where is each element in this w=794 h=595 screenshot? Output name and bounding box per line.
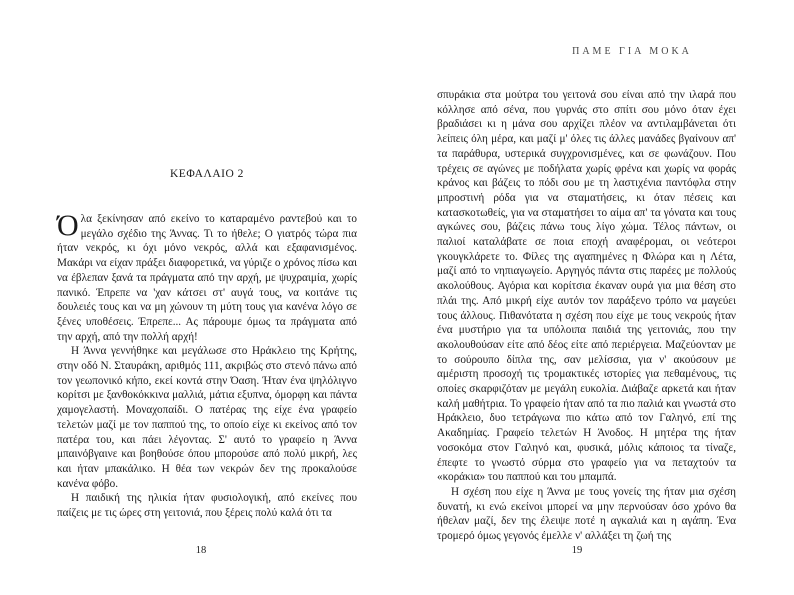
paragraph-1-text: λα ξεκίνησαν από εκείνο το καταραμένο ραντεβού και το μεγάλο σχέδιο της Άννας. Τι το ήθελε; Ο γιατρός τώρα πια ήταν νεκρός, κι όχι μόνο νεκρός, αλλά και εξαφανισμένος. Μακάρι να είχαν πράξει διαφορετικά, να γύριζε ο χρόνος πίσω και να έβλεπαν ξανά τα πράγματα από την αρχή, με ψυχραιμία, χωρίς πανικό. Έπρεπε να 'χαν κάτσει στ' αυγά τους, να κοιτάνε τις δουλειές τους και να μη χώνουν τη μύτη τους για κανένα λόγο σε ξένες υποθέσεις. Έπρεπε... Ας πάρουμε όμως τα πράγματα από την αρχή, από την πολλή αρχή! — [57, 213, 357, 343]
drop-cap: Ό — [57, 209, 79, 242]
paragraph-5: Η σχέση που είχε η Άννα με τους γονείς της ήταν μια σχέση δυνατή, κι ενώ εκείνοι μπορεί να μην περνούσαν όσο χρόνο θα ήθελαν μαζί, δεν της έλειψε ποτέ η αγκαλιά και η αγάπη. Ένα τρομερό όμως γεγονός έμελλε ν' αλλάξει τη ζωή της — [437, 485, 736, 543]
paragraph-2: Η Άννα γεννήθηκε και μεγάλωσε στο Ηράκλειο της Κρήτης, στην οδό Ν. Σταυράκη, αριθμός 111, ακριβώς στο στενό πάνω από τον γεωπονικό κήπο, εκεί κοντά στην Όαση. Ήταν ένα ψηλόλιγνο κορίτσι με ξανθοκόκκινα μαλλιά, μάτια εξυπνα, όμορφη και πάντα χαμογελαστή. Μοναχοπαίδι. Ο πατέρας της είχε ένα γραφείο τελετών μαζί με τον παππού της, το οποίο είχε κι εκείνος από τον πατέρα του, και πάει λέγοντας. Σ' αυτό το γραφείο η Άννα μπαινόβγαινε και βοηθούσε όπου μπορούσε από πολύ μικρή, λες και ήταν μπακάλικο. Η θέα των νεκρών δεν της προκαλούσε κανένα φόβο. — [57, 345, 357, 490]
page-number-left: 18 — [195, 545, 207, 556]
paragraph-3: Η παιδική της ηλικία ήταν φυσιολογική, από εκείνες που παίζεις με τις ώρες στη γειτονιά, που ξέρεις πολύ καλά ότι τα — [57, 492, 357, 520]
running-header: ΠΑΜΕ ΓΙΑ ΜΟΚΑ — [572, 46, 692, 57]
paragraph-1 — [57, 209, 357, 344]
page-number-right: 19 — [571, 545, 583, 556]
chapter-title: ΚΕΦΑΛΑΙΟ 2 — [170, 168, 244, 180]
paragraph-4: σπυράκια στα μούτρα του γειτονά σου είναι από την ιλαρά που κόλλησε από σένα, που γυρνάς στο σπίτι σου μόνο όταν έχει βραδιάσει κι η μάνα σου αρχίζει πλέον να αντιλαμβάνεται ότι λείπεις όλη μέρα, και μαζί μ' όλες τις άλλες μανάδες βγαίνουν απ' τα παράθυρα, υστερικά συγχρονισμένες, και σε φωνάζουν. Που τρέχεις σε αγώνες με ποδήλατα χωρίς φρένα και χωρίς να φοράς κράνος και βάζεις το πόδι σου με τη λαστιχένια παντόφλα στην μπροστινή ρόδα για να σταματήσεις, κι όταν πέσεις και κατασκοτωθείς, για να σταματήσει το αίμα απ' τα γόνατα και τους αγκώνες σου, βάζεις πάνω τους λίγο χώμα. Τέλος πάντων, οι παλιοί καταλάβατε σε ποια εποχή αναφέρομαι, οι νεότεροι γκουγκλάρετε το. Φίλες της αγαπημένες η Φλώρα και η Λέτα, μαζί από το νηπιαγωγείο. Αργηγός πάντα στις παρέες με πολλούς ακολούθους. Αγόρια και κορίτσια έκαναν ουρά για μια θέση στο πλάι της. Από μικρή είχε αυτόν τον παράξενο τρόπο να μαγεύει τους άλλους. Πιθανότατα η σχέση που είχε με τους νεκρούς ήταν ένα μυστήριο για τα υπόλοιπα παιδιά της γειτονιάς, που την ακολουθούσαν είτε από δέος είτε από περιέργεια. Μαζεύονταν με το σούρουπο δίπλα της, σαν μελίσσια, για ν' ακούσουν με αμέριστη προσοχή τις τρομακτικές ιστορίες για πεθαμένους, τις οποίες σκαρφιζόταν με μεγάλη ευκολία. Διάβαζε αρκετά και ήταν καλή μαθήτρια. Το γραφείο ήταν από τα πιο παλιά και γνωστά στο Ηράκλειο, δυο τετράγωνα πιο κάτω από τον Γαληνό, επί της Ακαδημίας. Γραφείο τελετών Η Άνοδος. Η μητέρα της ήταν νοσοκόμα στον Γαληνό και, φυσικά, μόλις κάποιος τα τίναζε, έπεφτε το γνωστό σύρμα στο γραφείο για να πεταχτούν τα «κοράκια» του παππού και του μπαμπά. — [437, 89, 736, 484]
left-page-body — [57, 209, 357, 521]
right-page-body — [437, 88, 736, 544]
